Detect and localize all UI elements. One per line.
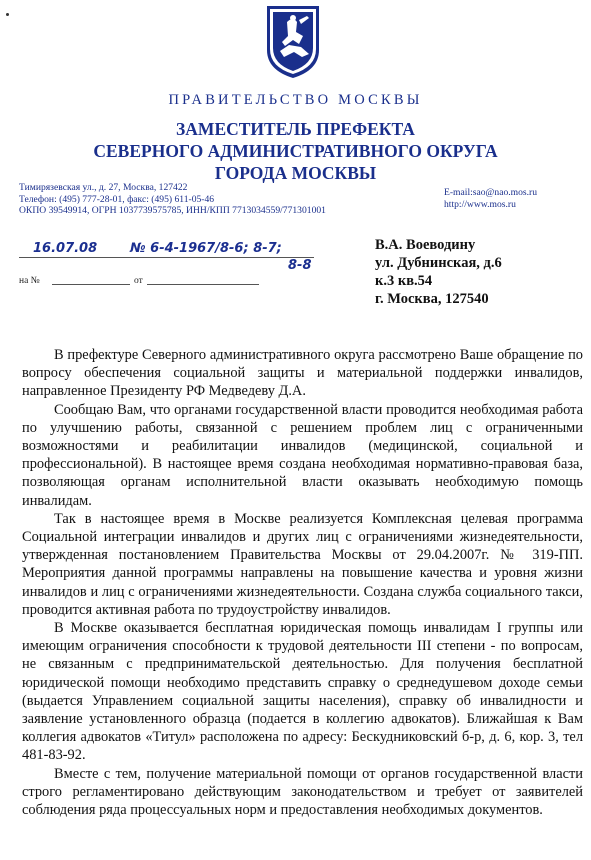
reply-date-label: от [134,276,143,286]
government-title: ПРАВИТЕЛЬСТВО МОСКВЫ [168,92,423,108]
address-line: Тимирязевская ул., д. 27, Москва, 127422 [19,182,188,193]
paragraph: Так в настоящее время в Москве реализуется Комплексная целевая программа Социальной интеграции инвалидов и других лиц с ограничениями жизнедеятельности, утвержденная постановлением Правительства Москвы от 29.04.2007г. № 319-ПП. Мероприятия данной программы направлены на повышение качества и уровня жизни инвалидов и лиц с ограничениями жизнедеятельности. Создана служба социального такси, проводится активная работа по трудоустройству инвалидов. [22,510,583,618]
recipient-building: к.3 кв.54 [375,273,433,289]
recipient-name: В.А. Воеводину [375,237,476,253]
heading-line: ЗАМЕСТИТЕЛЬ ПРЕФЕКТА [176,119,415,139]
reply-date-underline [147,284,259,285]
scan-speck [6,13,9,16]
letter-body [22,346,583,819]
recipient-street: ул. Дубнинская, д.6 [375,255,502,271]
address-block [19,182,326,217]
heading-line: ГОРОДА МОСКВЫ [214,163,377,183]
handwritten-outgoing-number-cont: 8-8 [288,258,312,273]
website-line: http://www.mos.ru [444,198,516,210]
paragraph: В Москве оказывается бесплатная юридическая помощь инвалидам I группы или имеющим ограничения способности к трудовой деятельности III степени - по вопросам, не связанным с предпринимательской деятельностью. Для получения бесплатной юридической помощи необходимо представить справку о среднедушевом доходе семьи (выдается Управлением социальной защиты населения), справку об инвалидности и заявление установленного образца (подается в коллегию адвокатов). Ближайшая к Вам коллегия адвокатов «Титул» расположена по адресу: Бескудниковский б-р, д. 6, кор. 3, тел 481-83-92. [22,620,583,764]
web-contacts [444,187,537,210]
phone-line: Телефон: (495) 777-28-01, факс: (495) 611-05-46 [19,193,215,205]
paragraph: Вместе с тем, получение материальной помощи от органов государственной власти строго регламентировано действующим законодательством и требует от заявителей соблюдения ряда процессуальных норм и предоставления необходимых документов. [22,765,583,819]
email-line: E-mail:sao@nao.mos.ru [444,187,538,198]
heading-line: СЕВЕРНОГО АДМИНИСТРАТИВНОГО ОКРУГА [93,141,498,161]
paragraph: Сообщаю Вам, что органами государственной власти проводится необходимая работа по улучшению работы, связанной с решением проблем лиц с ограниченными возможностями и реабилитации инвалидов (медицинской, социальной и профессиональной). В настоящее время создана необходимая нормативно-правовая база, позволяющая органам исполнительной власти оказывать необходимую помощь инвалидам. [22,401,583,509]
moscow-coat-of-arms-icon [263,2,323,80]
reply-number-underline [52,284,130,285]
recipient-city: г. Москва, 127540 [375,291,489,307]
handwritten-outgoing-number: № 6-4-1967/8-6; 8-7; [130,241,282,256]
reply-number-label: на № [19,276,40,286]
recipient-address [375,236,502,308]
paragraph: В префектуре Северного административного округа рассмотрено Ваше обращение по вопросу обеспечения социальной защиты и материальной поддержки инвалидов, направленное Президенту РФ Медведеву Д.А. [22,347,583,400]
date-number-underline [19,257,314,258]
deputy-prefect-heading [0,118,591,184]
codes-line: ОКПО 39549914, ОГРН 1037739575785, ИНН/КПП 7713034559/771301001 [19,205,326,216]
handwritten-date: 16.07.08 [33,241,98,256]
